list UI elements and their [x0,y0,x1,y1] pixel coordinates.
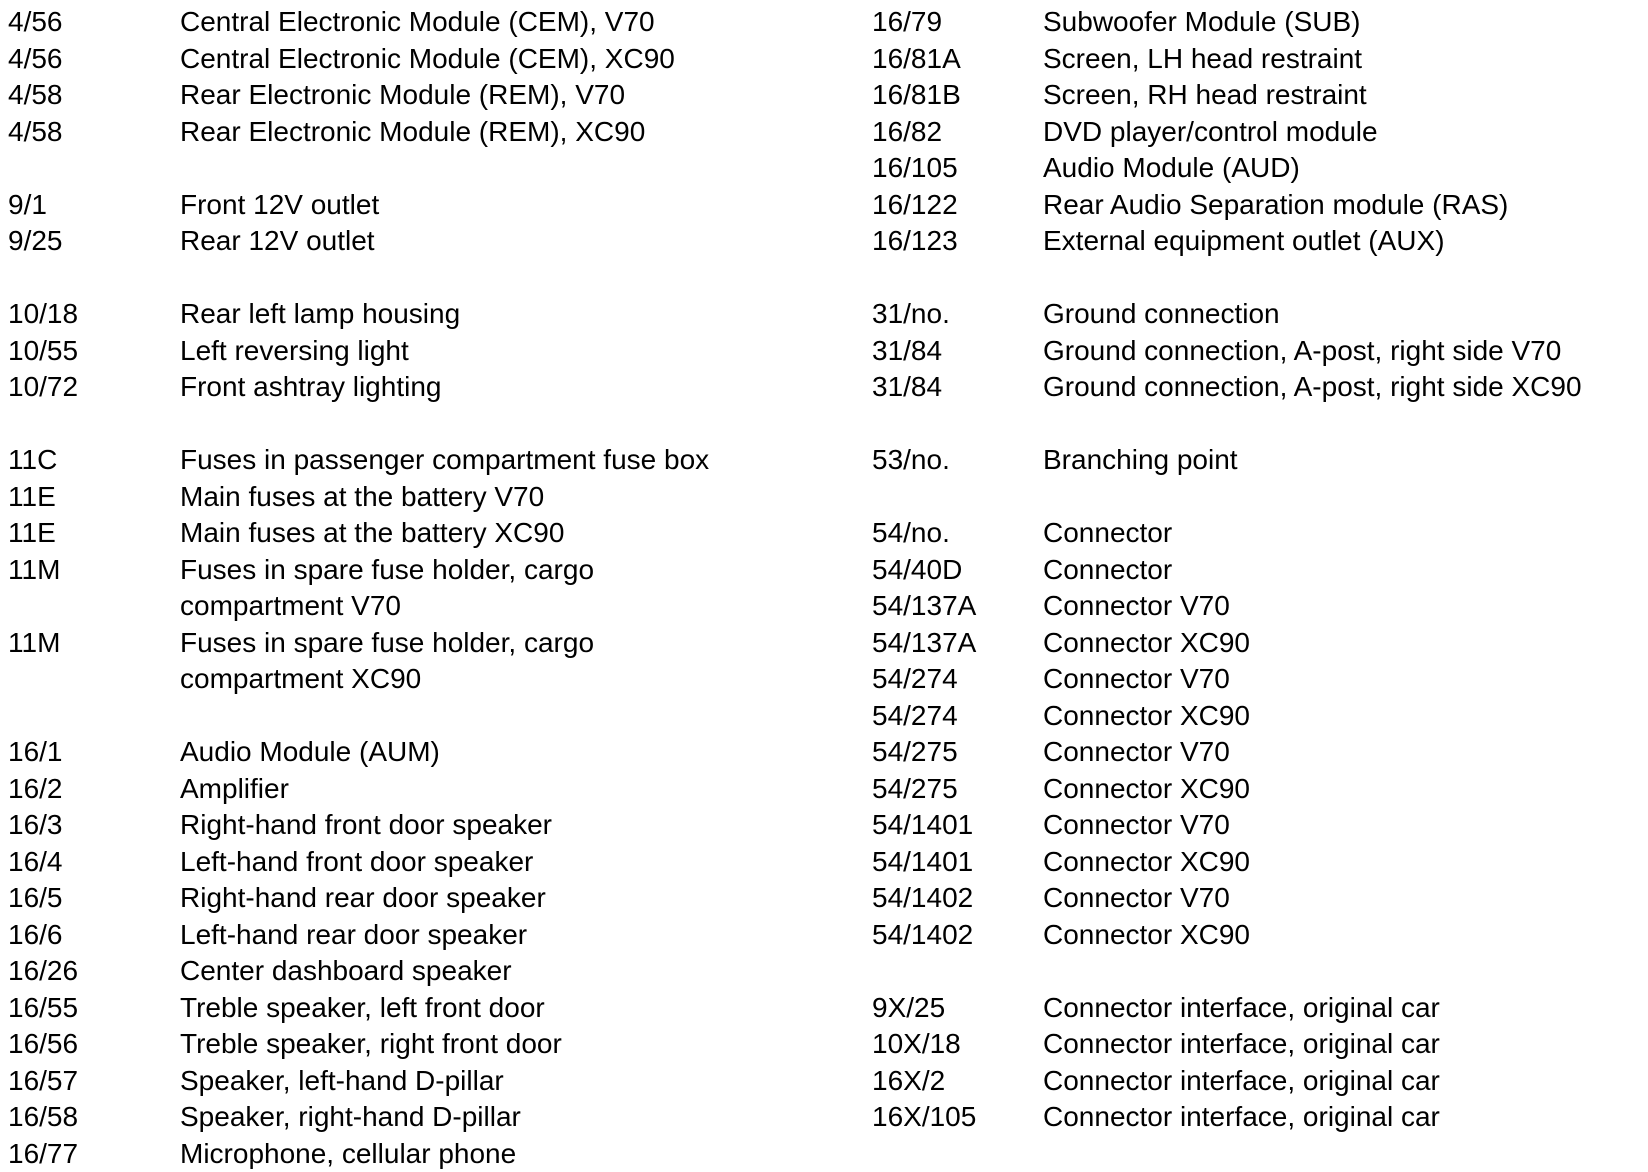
left-code: 16/58 [8,1101,79,1132]
right-description [1043,479,1648,516]
left-code: 11E [8,480,56,512]
left-description: Left reversing light [180,334,409,366]
right-description [1043,406,1648,443]
right-code: 16/81A [872,42,961,74]
right-description: External equipment outlet (AUX) [1043,225,1445,256]
left-description: compartment V70 [180,590,401,621]
left-description: Right-hand front door speaker [180,809,552,840]
left-code: 11M [8,553,61,585]
left-description: Fuses in passenger compartment fuse box [180,444,710,475]
component-row [8,223,1648,260]
left-description [180,150,872,187]
left-code: 11C [8,444,58,475]
left-description: compartment XC90 [180,663,422,694]
left-description: Amplifier [180,772,289,804]
component-row [8,1063,1648,1100]
right-description: Connector XC90 [1043,626,1251,658]
component-row [8,953,1648,990]
right-code [872,406,1043,443]
left-description: Rear Electronic Module (REM), V70 [180,79,626,110]
left-description: Speaker, left-hand D-pillar [180,1064,504,1096]
left-description: Treble speaker, right front door [180,1028,562,1059]
left-description: Fuses in spare fuse holder, cargo [180,626,595,658]
right-description [1043,260,1648,297]
left-code [8,588,180,625]
component-row [8,734,1648,771]
right-code: 31/84 [872,371,943,402]
component-row [8,771,1648,808]
component-row [8,880,1648,917]
right-code [872,1136,1043,1172]
right-code: 16/81B [872,79,961,110]
left-code: 16/1 [8,736,63,767]
left-code: 4/58 [8,115,63,147]
right-description: Connector [1043,553,1173,585]
left-description: Rear left lamp housing [180,298,461,329]
component-row [8,807,1648,844]
left-description: Rear 12V outlet [180,225,375,256]
right-code [872,953,1043,990]
right-code: 16/122 [872,188,958,220]
right-code: 54/40D [872,553,963,585]
left-description: Right-hand rear door speaker [180,882,546,913]
right-description: Connector V70 [1043,736,1230,767]
left-description: Microphone, cellular phone [180,1137,517,1169]
left-code: 4/58 [8,79,63,110]
left-description: Speaker, right-hand D-pillar [180,1101,521,1132]
right-description: Connector interface, original car [1043,1064,1440,1096]
left-code: 16/4 [8,845,63,877]
left-description [180,698,872,735]
right-description: Audio Module (AUD) [1043,152,1300,183]
right-description: DVD player/control module [1043,115,1378,147]
left-code: 16/77 [8,1137,79,1169]
component-row [8,625,1648,662]
right-description: Connector interface, original car [1043,1101,1440,1132]
component-row [8,114,1648,151]
left-code [8,406,180,443]
component-row [8,41,1648,78]
right-code: 16/123 [872,225,958,256]
left-description: Center dashboard speaker [180,955,512,986]
right-code [872,260,1043,297]
right-code: 54/274 [872,663,958,694]
right-description: Rear Audio Separation module (RAS) [1043,188,1509,220]
left-description: Rear Electronic Module (REM), XC90 [180,115,646,147]
right-description: Connector V70 [1043,882,1230,913]
left-description: Central Electronic Module (CEM), XC90 [180,42,675,74]
component-row [8,187,1648,224]
left-description: Left-hand rear door speaker [180,918,528,950]
right-code: 54/no. [872,517,950,548]
right-description: Connector XC90 [1043,772,1251,804]
right-description [1043,1136,1648,1172]
left-code [8,661,180,698]
component-row [8,698,1648,735]
component-row [8,552,1648,589]
right-code: 54/275 [872,736,958,767]
right-description: Ground connection, A-post, right side XC90 [1043,371,1582,402]
right-description: Connector interface, original car [1043,1028,1440,1059]
left-code: 16/3 [8,809,63,840]
component-row [8,406,1648,443]
left-code: 16/6 [8,918,63,950]
component-row [8,77,1648,114]
component-row [8,260,1648,297]
left-description: Left-hand front door speaker [180,845,534,877]
right-description: Ground connection, A-post, right side V70 [1043,334,1562,366]
left-description [180,260,872,297]
left-description [180,406,872,443]
left-code: 10/72 [8,371,79,402]
left-description: Audio Module (AUM) [180,736,440,767]
left-code: 11M [8,626,61,658]
component-row [8,844,1648,881]
left-code: 16/26 [8,955,79,986]
component-row [8,333,1648,370]
left-code: 16/57 [8,1064,79,1096]
left-code: 4/56 [8,6,63,37]
component-row [8,661,1648,698]
right-description: Screen, RH head restraint [1043,79,1367,110]
right-code: 16X/2 [872,1064,946,1096]
right-code: 9X/25 [872,991,946,1023]
left-code: 10/55 [8,334,79,366]
component-row [8,588,1648,625]
right-code: 16/105 [872,152,958,183]
component-row [8,369,1648,406]
right-description: Branching point [1043,444,1238,475]
left-description: Front 12V outlet [180,188,380,220]
right-description: Connector [1043,517,1173,548]
left-description: Front ashtray lighting [180,371,442,402]
right-code: 54/1402 [872,918,974,950]
right-description [1043,953,1648,990]
left-code: 16/2 [8,772,63,804]
left-code [8,698,180,735]
right-description: Connector V70 [1043,663,1230,694]
left-description: Main fuses at the battery XC90 [180,517,565,548]
left-code: 9/1 [8,188,47,220]
component-row [8,4,1648,41]
left-code: 4/56 [8,42,63,74]
component-row [8,917,1648,954]
right-code [872,479,1043,516]
component-row [8,990,1648,1027]
component-row [8,1136,1648,1172]
right-code: 54/137A [872,626,977,658]
right-description: Connector XC90 [1043,699,1251,731]
component-row [8,479,1648,516]
left-code [8,150,180,187]
right-code: 16X/105 [872,1101,977,1132]
right-description: Connector XC90 [1043,918,1251,950]
left-code: 16/55 [8,991,79,1023]
right-code: 16/79 [872,6,943,37]
component-list [8,4,1648,1172]
right-code: 54/137A [872,590,977,621]
right-code: 31/no. [872,298,950,329]
component-row [8,1026,1648,1063]
left-description: Treble speaker, left front door [180,991,545,1023]
right-code: 10X/18 [872,1028,961,1059]
right-description: Connector interface, original car [1043,991,1440,1023]
right-description: Connector V70 [1043,809,1230,840]
right-description: Subwoofer Module (SUB) [1043,6,1361,37]
right-description: Connector XC90 [1043,845,1251,877]
right-code: 54/1401 [872,845,974,877]
left-description: Main fuses at the battery V70 [180,480,545,512]
right-description: Screen, LH head restraint [1043,42,1363,74]
component-row [8,296,1648,333]
component-row [8,442,1648,479]
left-code: 9/25 [8,225,63,256]
right-description: Connector V70 [1043,590,1230,621]
left-description: Fuses in spare fuse holder, cargo [180,553,595,585]
component-row [8,1099,1648,1136]
left-description: Central Electronic Module (CEM), V70 [180,6,655,37]
component-row [8,150,1648,187]
left-code [8,260,180,297]
right-code: 54/1401 [872,809,974,840]
left-code: 16/56 [8,1028,79,1059]
right-code: 31/84 [872,334,943,366]
left-code: 10/18 [8,298,79,329]
right-code: 54/274 [872,699,958,731]
right-description: Ground connection [1043,298,1280,329]
left-code: 16/5 [8,882,63,913]
right-code: 54/275 [872,772,958,804]
right-code: 16/82 [872,115,943,147]
right-code: 54/1402 [872,882,974,913]
left-code: 11E [8,517,56,548]
right-code: 53/no. [872,444,950,475]
component-row [8,515,1648,552]
